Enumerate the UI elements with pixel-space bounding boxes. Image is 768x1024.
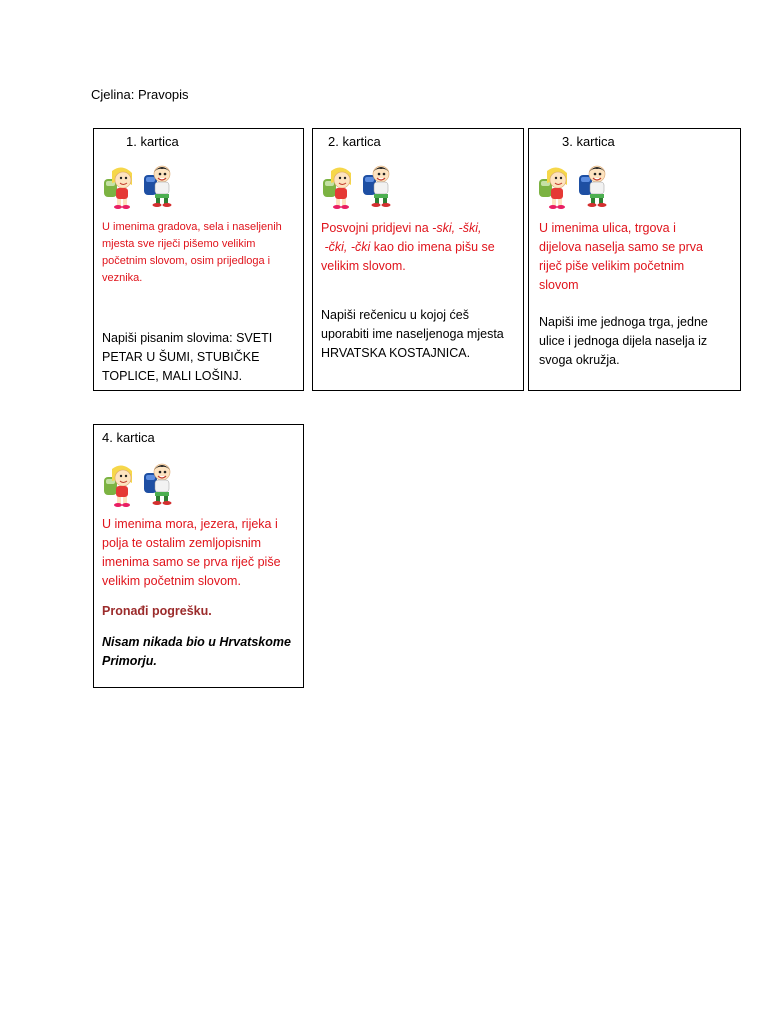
card-rule: U imenima gradova, sela i naseljenih mjesta sve riječi pišemo velikim početnim slovom, osim prijedloga i veznika. (102, 221, 282, 284)
card-2 (312, 128, 524, 391)
document-heading: Cjelina: Pravopis (91, 87, 189, 102)
boy-with-backpack-icon (140, 163, 176, 207)
card-task: Napiši rečenicu u kojoj ćeš uporabiti ime naseljenoga mjesta HRVATSKA KOSTAJNICA. (321, 308, 504, 360)
card-instruction: Pronađi pogrešku. (102, 604, 212, 618)
card-3 (528, 128, 741, 391)
card-sentence: Nisam nikada bio u Hrvatskome Primorju. (102, 635, 291, 668)
girl-with-backpack-icon (537, 165, 573, 209)
characters-illustration (537, 163, 617, 207)
card-title: 2. kartica (328, 134, 381, 149)
rule-suffix-italic: -čki, -čki (324, 240, 371, 254)
boy-with-backpack-icon (575, 163, 611, 207)
characters-illustration (102, 163, 182, 207)
card-rule: U imenima ulica, trgova i dijelova naselja samo se prva riječ piše velikim početnim slovom (539, 221, 703, 292)
rule-text: kao dio imena pišu se velikim slovom. (321, 240, 495, 273)
rule-text: Posvojni pridjevi na (321, 221, 433, 235)
card-task: Napiši pisanim slovima: SVETI PETAR U ŠUMI, STUBIČKE TOPLICE, MALI LOŠINJ. (102, 331, 273, 383)
card-1 (93, 128, 304, 391)
characters-illustration (321, 163, 401, 207)
card-4 (93, 424, 304, 688)
card-title: 1. kartica (126, 134, 179, 149)
boy-with-backpack-icon (140, 461, 176, 505)
card-title: 3. kartica (562, 134, 615, 149)
card-title: 4. kartica (102, 430, 155, 445)
girl-with-backpack-icon (102, 165, 138, 209)
characters-illustration (102, 461, 182, 505)
boy-with-backpack-icon (359, 163, 395, 207)
girl-with-backpack-icon (102, 463, 138, 507)
card-rule: U imenima mora, jezera, rijeka i polja te ostalim zemljopisnim imenima samo se prva riječ piše velikim početnim slovom. (102, 517, 281, 588)
card-rule (321, 219, 517, 276)
rule-suffix-italic: -ski, -ški, (432, 221, 482, 235)
girl-with-backpack-icon (321, 165, 357, 209)
card-task: Napiši ime jednoga trga, jedne ulice i jednoga dijela naselja iz svoga okružja. (539, 315, 708, 367)
